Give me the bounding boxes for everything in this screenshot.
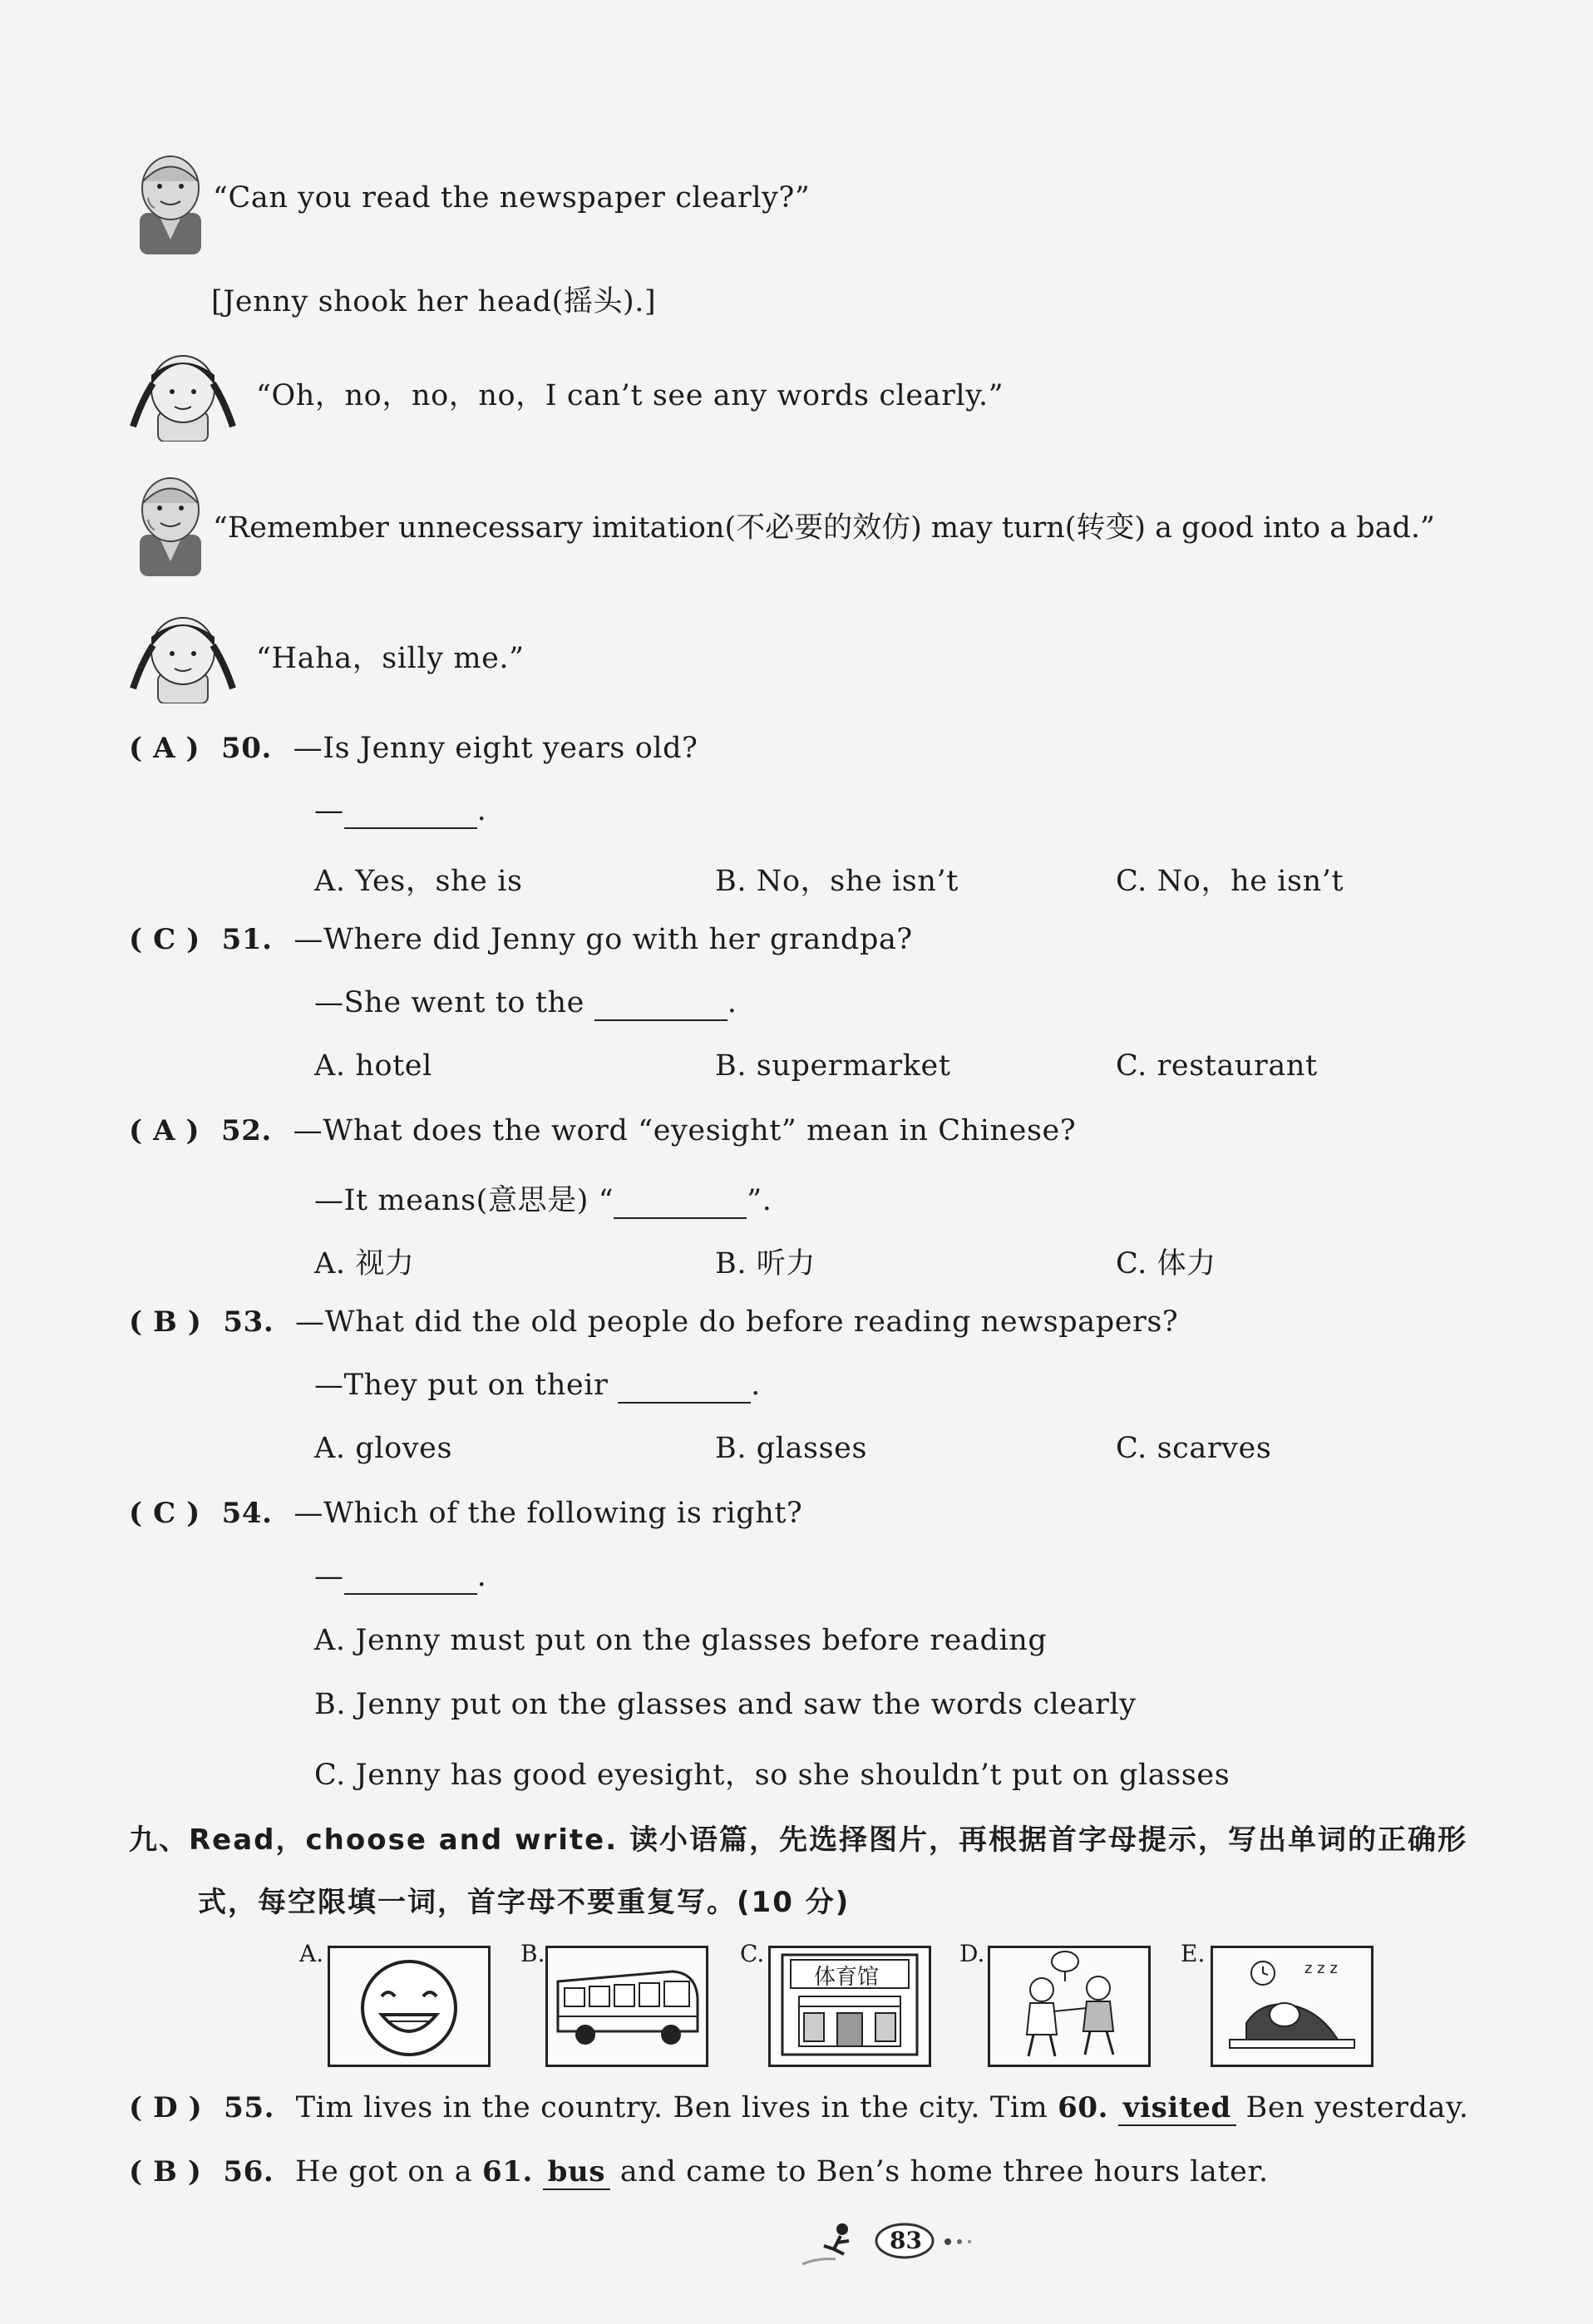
jenny-line-1: “Oh，no，no，no，I can’t see any words clearly.” [256,379,1004,412]
picture-label-c: C. [740,1940,765,1967]
two-boys-playing-icon [990,1948,1148,2065]
picture-label-e: E. [1181,1940,1206,1967]
reply-54: — . [314,1560,487,1593]
option-54-c[interactable]: C. Jenny has good eyesight，so she shouldn’t put on glasses [314,1759,1231,1792]
page-number: 83 [890,2227,922,2254]
answer-53: B [153,1305,178,1339]
dots-decoration-icon [941,2235,983,2248]
section-9-title: 九、Read，choose and write. 读小语篇，先选择图片，再根据首字母提示，写出单词的正确形 [129,1823,1467,1857]
running-figure-icon [794,2216,869,2274]
answer-56: B [153,2155,178,2188]
answer-52: A [153,1114,176,1147]
reply-51: —She went to the . [314,986,737,1019]
grandpa-avatar-icon [125,148,216,254]
tired-sleeping-person-icon [1213,1948,1371,2065]
answer-blank[interactable] [594,986,727,1021]
reply-52: —It means(意思是) “ ”. [314,1184,772,1217]
jenny-avatar-icon [125,605,241,703]
option-51-c[interactable]: C. restaurant [1116,1049,1318,1083]
gym-sign: 体育馆 [814,1965,880,1990]
filled-answer-61[interactable]: bus [543,2155,610,2190]
question-53: ( B ) 53. —What did the old people do before reading newspapers? [129,1305,1179,1339]
picture-d[interactable] [988,1946,1151,2067]
answer-55: D [153,2091,179,2124]
picture-a[interactable] [328,1946,491,2067]
question-50: ( A ) 50. —Is Jenny eight years old? [129,732,698,765]
answer-blank[interactable] [614,1184,747,1219]
option-50-b[interactable]: B. No，she isn’t [715,865,959,898]
option-53-b[interactable]: B. glasses [715,1432,868,1465]
answer-blank[interactable] [344,794,477,829]
answer-blank[interactable] [618,1369,751,1404]
grandpa-line-2: “Remember unnecessary imitation(不必要的效仿) may turn(转变) a good into a bad.” [213,511,1435,545]
picture-label-d: D. [959,1940,985,1967]
question-55: ( D ) 55. Tim lives in the country. Ben lives in the city. Tim 60. visited Ben yesterday. [129,2091,1469,2124]
filled-answer-60[interactable]: visited [1118,2091,1236,2126]
answer-50: A [153,732,176,765]
picture-e[interactable] [1211,1946,1374,2067]
jenny-avatar-icon [125,343,241,442]
option-53-a[interactable]: A. gloves [314,1432,453,1465]
section-9-title-cont: 式，每空限填一词，首字母不要重复写。(10 分) [198,1886,851,1919]
bus-icon [548,1948,706,2065]
option-53-c[interactable]: C. scarves [1116,1432,1272,1465]
option-50-c[interactable]: C. No，he isn’t [1116,865,1344,898]
answer-51: C [153,923,176,956]
question-51: ( C ) 51. —Where did Jenny go with her grandpa? [129,923,913,956]
option-52-b[interactable]: B. 听力 [715,1247,816,1280]
jenny-line-2: “Haha，silly me.” [256,642,525,675]
question-56: ( B ) 56. He got on a 61. bus and came to Ben’s home three hours later. [129,2155,1269,2188]
option-51-b[interactable]: B. supermarket [715,1049,951,1083]
question-54: ( C ) 54. —Which of the following is right? [129,1497,803,1530]
option-54-b[interactable]: B. Jenny put on the glasses and saw the words clearly [314,1688,1137,1721]
picture-c[interactable] [768,1946,931,2067]
stage-direction: [Jenny shook her head(摇头).] [211,285,657,318]
option-50-a[interactable]: A. Yes，she is [314,865,523,898]
picture-b[interactable] [545,1946,708,2067]
option-51-a[interactable]: A. hotel [314,1049,432,1083]
grandpa-line-1: “Can you read the newspaper clearly?” [213,181,811,215]
reply-50: — . [314,794,487,827]
answer-54: C [153,1497,176,1530]
answer-blank[interactable] [344,1560,477,1595]
option-52-c[interactable]: C. 体力 [1116,1247,1216,1280]
svg-text:z z z: z z z [1304,1960,1338,1977]
option-52-a[interactable]: A. 视力 [314,1247,415,1280]
reply-53: —They put on their . [314,1369,761,1402]
question-52: ( A ) 52. —What does the word “eyesight” mean in Chinese? [129,1114,1077,1147]
grandpa-avatar-icon [125,470,216,576]
option-54-a[interactable]: A. Jenny must put on the glasses before reading [314,1624,1048,1657]
smiley-face-icon [330,1948,488,2065]
picture-label-a: A. [299,1940,324,1967]
picture-label-b: B. [520,1940,545,1967]
